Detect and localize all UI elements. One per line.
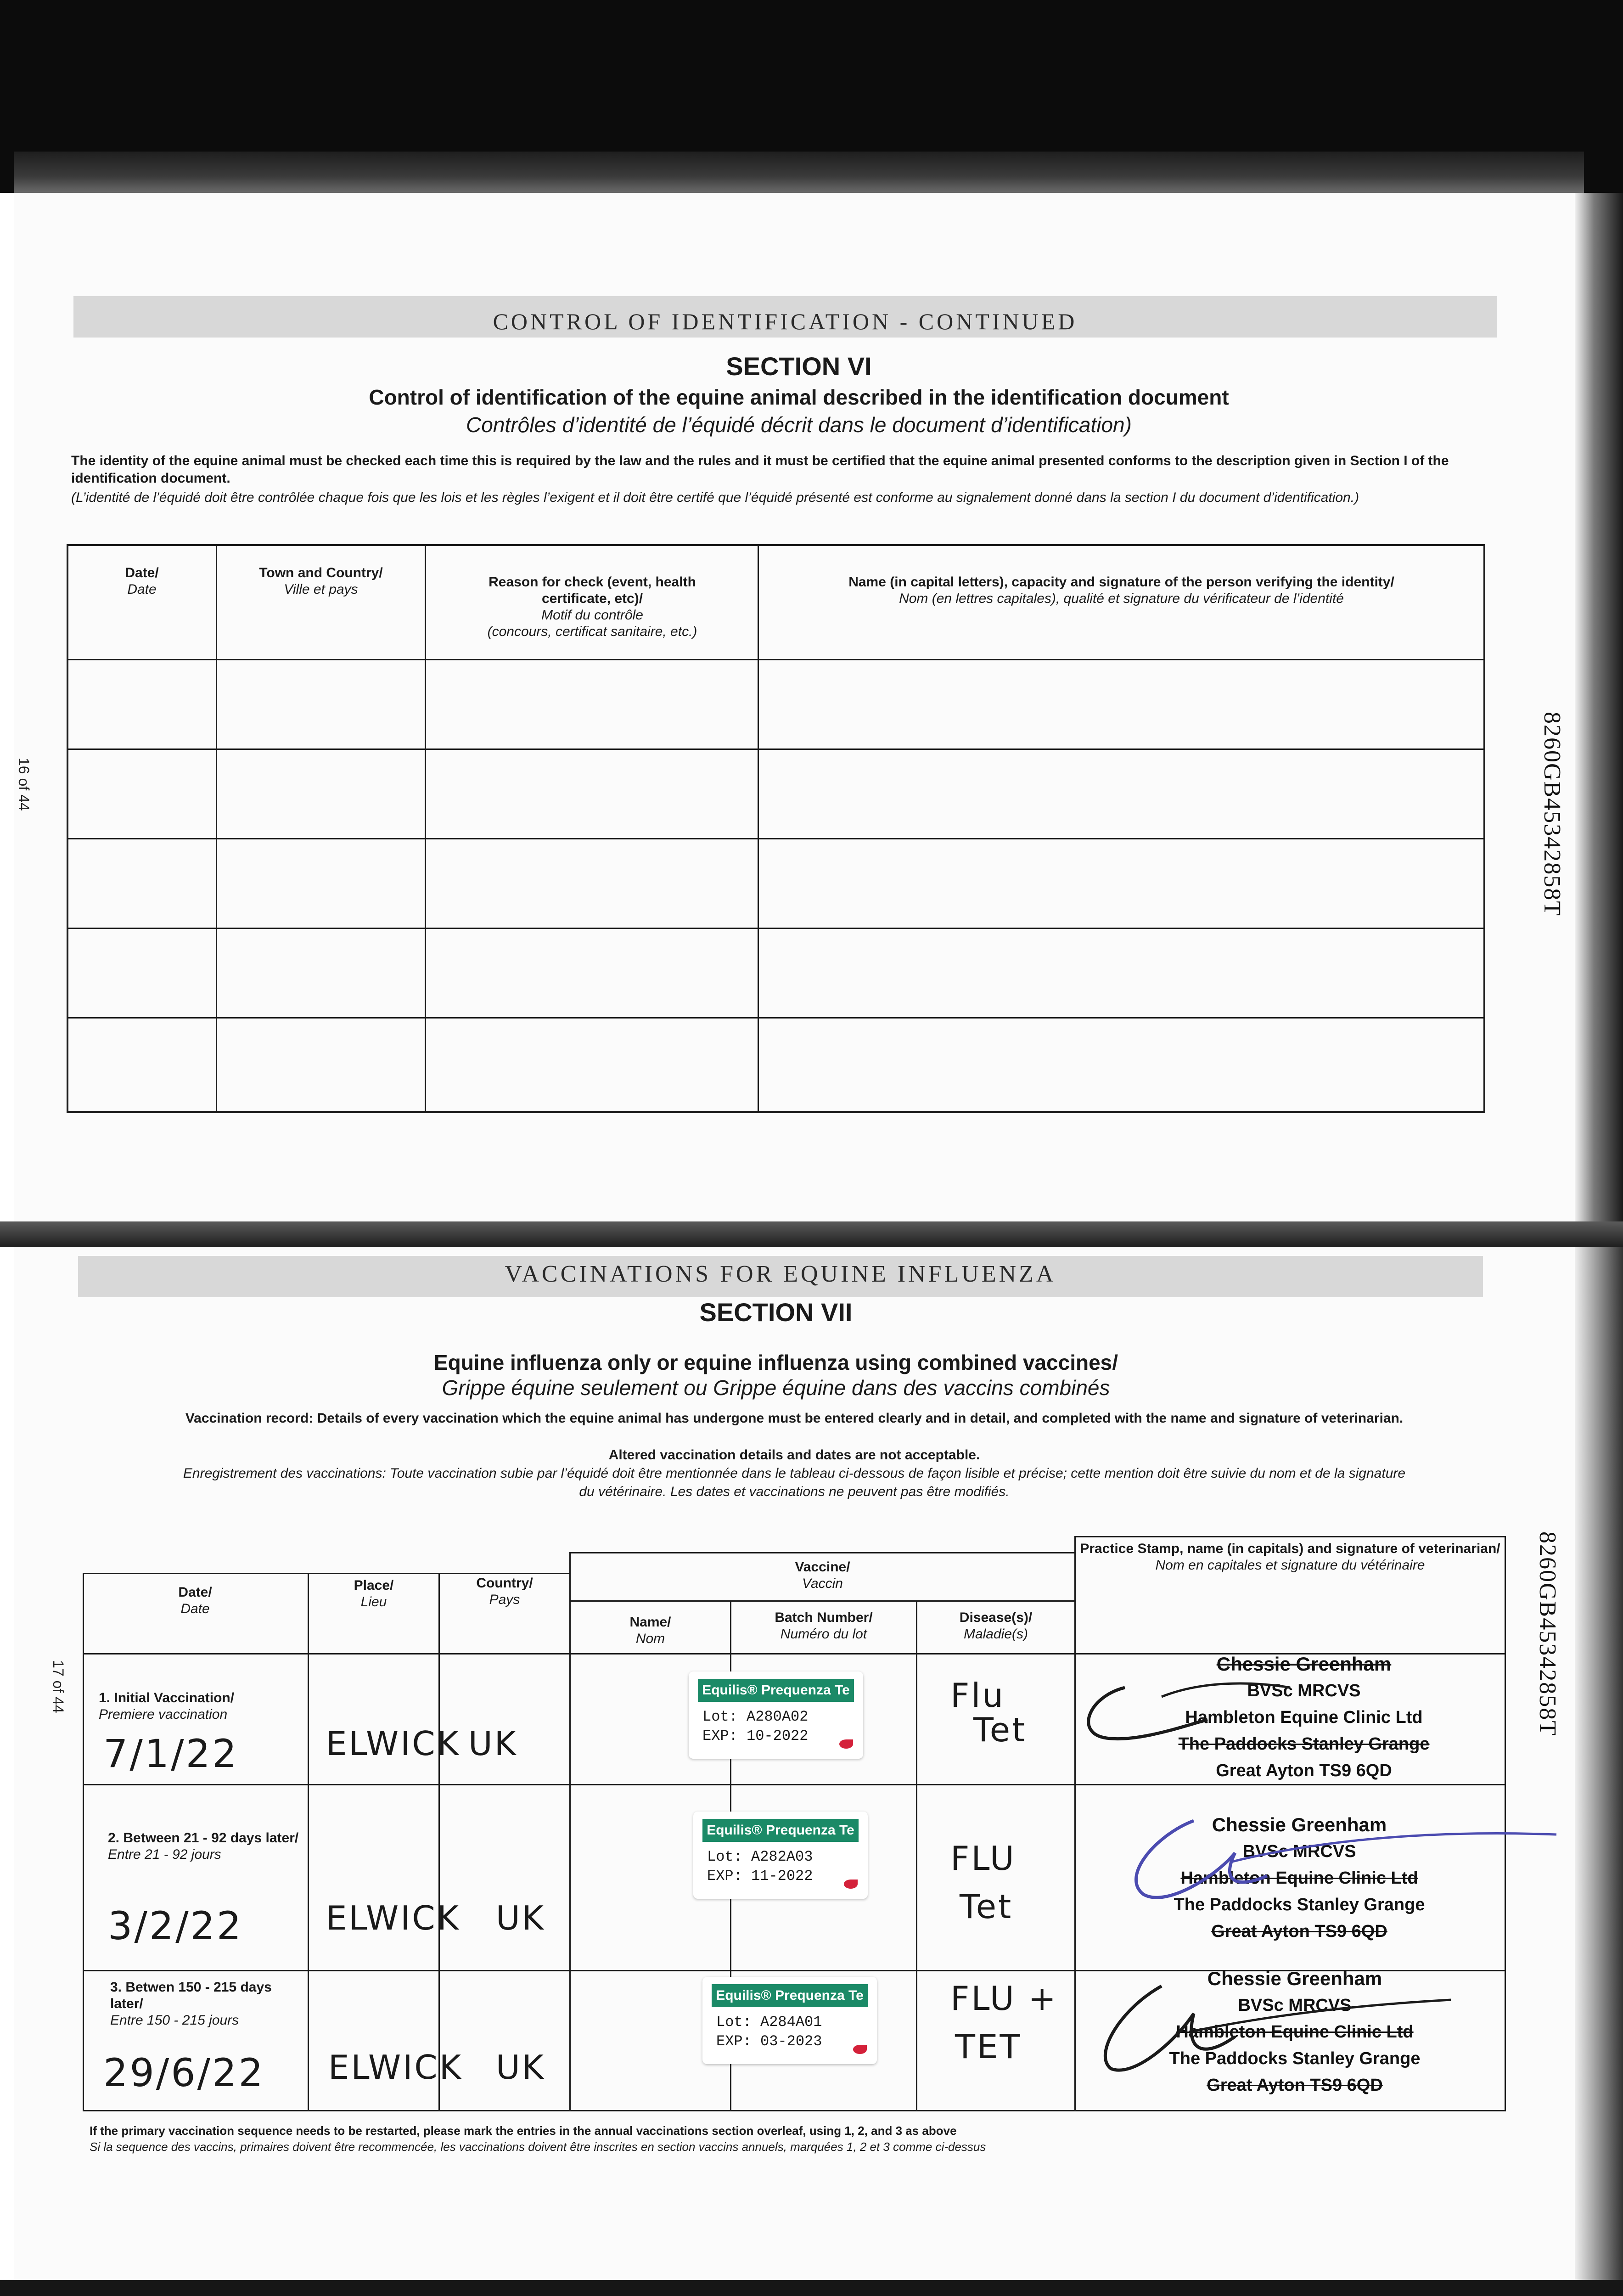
row-label-en: 2. Between 21 - 92 days later/ — [108, 1830, 299, 1846]
header-date — [85, 1584, 305, 1617]
header-batch-number-en: Batch Number/ — [775, 1610, 873, 1625]
header-country-en: Country/ — [476, 1576, 533, 1591]
row-label — [99, 1690, 301, 1723]
section-heading-fr: Contrôles d’identité de l’équidé décrit dans le document d’identification) — [466, 413, 1132, 437]
table-col-divider — [308, 1573, 309, 2111]
table-border-top — [83, 1573, 569, 1574]
clinic-address: The Paddocks Stanley Grange — [1169, 2049, 1421, 2068]
page-16 — [14, 193, 1584, 1221]
batch-expiry: EXP: 11-2022 — [707, 1868, 813, 1885]
section-heading-en: Equine influenza only or equine influenza using combined vaccines/ — [433, 1351, 1118, 1374]
header-practice-stamp — [1079, 1541, 1501, 1574]
header-vaccine-name-en: Name/ — [629, 1615, 671, 1630]
instruction-fr: Enregistrement des vaccinations: Toute vaccination subie par l’équidé doit être mentionnée dans le tableau ci-dessous de façon lisible et précise; cette mention doit être suivie du nom et de la signature — [183, 1466, 1406, 1481]
table-row-divider — [67, 838, 1485, 839]
table-row-divider — [67, 748, 1485, 750]
header-diseases-fr: Maladie(s) — [963, 1626, 1028, 1642]
footer-note-fr: Si la sequence des vaccins, primaires doivent être recommencée, les vaccinations doivent être inscrites en section vaccins annuels, marquées 1, 2 et 3 comme ci-dessus — [90, 2140, 986, 2154]
handwritten-place: ELWICK — [326, 1724, 461, 1763]
handwritten-place: ELWICK — [326, 1899, 461, 1937]
header-practice-stamp-fr: Nom en capitales et signature du vétérinaire — [1155, 1558, 1425, 1573]
sticker-mark — [853, 2045, 867, 2054]
row-label-en: 3. Betwen 150 - 215 days later/ — [110, 1980, 272, 2011]
row-label-fr: Entre 150 - 215 jours — [110, 2013, 239, 2028]
header-batch-number-fr: Numéro du lot — [780, 1626, 867, 1642]
header-place-en: Place/ — [354, 1578, 394, 1593]
header-town-country-en: Town and Country/ — [259, 565, 383, 580]
instruction-en-2: Altered vaccination details and dates are not acceptable. — [608, 1447, 980, 1463]
instruction-fr-2: du vétérinaire. Les dates et vaccinations ne peuvent pas être modifiés. — [579, 1484, 1010, 1499]
header-batch-number — [732, 1609, 915, 1643]
batch-lot: Lot: A284A01 — [716, 2014, 822, 2031]
table-col-divider — [425, 544, 426, 1113]
row-label-en: 1. Initial Vaccination/ — [99, 1690, 235, 1705]
table-border-top — [67, 544, 1485, 546]
header-verifier-en: Name (in capital letters), capacity and signature of the person verifying the identity/ — [848, 574, 1394, 590]
table-border-left — [67, 544, 68, 1113]
instruction-en: Vaccination record: Details of every vaccination which the equine animal has undergone must be entered clearly and in detail, and completed with the name and signature of veterinarian. — [185, 1411, 1404, 1426]
handwritten-country: UK — [496, 2048, 545, 2087]
batch-lot: Lot: A280A02 — [702, 1708, 809, 1725]
header-verifier-fr: Nom (en lettres capitales), qualité et signature du vérificateur de l’identité — [899, 591, 1344, 606]
batch-lot: Lot: A282A03 — [707, 1848, 813, 1865]
page-edge-shadow — [1575, 1247, 1623, 2280]
table-row-divider — [67, 1017, 1485, 1019]
header-vaccine-name — [572, 1614, 729, 1647]
vet-qualification: BVSc MRCVS — [1238, 1996, 1352, 2015]
sticker-mark — [839, 1739, 853, 1749]
table-border-left — [83, 1573, 84, 2111]
table-col-divider — [216, 544, 217, 1113]
vet-signature — [1070, 1669, 1299, 1761]
page-number: 17 of 44 — [50, 1660, 67, 1713]
vaccine-brand: Equilis® Prequenza Te — [702, 1819, 859, 1842]
section-heading-en: Control of identification of the equine animal described in the identification document — [369, 385, 1229, 409]
header-reason — [455, 574, 730, 640]
header-reason-fr: Motif du contrôle — [541, 608, 643, 623]
table-border-top — [569, 1552, 1074, 1553]
header-date-fr: Date — [127, 582, 157, 597]
clinic-name: Hambleton Equine Clinic Ltd — [1180, 1868, 1418, 1888]
header-place-fr: Lieu — [360, 1594, 387, 1609]
sticker-mark — [844, 1880, 858, 1889]
header-date-fr: Date — [180, 1601, 210, 1616]
handwritten-country: UK — [496, 1899, 545, 1937]
vet-name: Chessie Greenham — [1212, 1814, 1387, 1835]
row-label — [110, 1979, 303, 2029]
passport-number: 8260GB45342858T — [1534, 1531, 1561, 1736]
vaccine-brand: Equilis® Prequenza Te — [712, 1984, 868, 2007]
handwritten-disease: Flu — [950, 1676, 1005, 1715]
book-spine-edge — [14, 152, 1584, 193]
vet-name: Chessie Greenham — [1207, 1968, 1382, 1989]
section-banner: CONTROL OF IDENTIFICATION - CONTINUED — [73, 296, 1497, 338]
page-number: 16 of 44 — [16, 758, 32, 811]
table-row-divider — [67, 928, 1485, 929]
header-place — [310, 1577, 438, 1610]
handwritten-country: UK — [468, 1724, 518, 1763]
row-label-fr: Premiere vaccination — [99, 1707, 228, 1722]
clinic-address-town: Great Ayton TS9 6QD — [1216, 1761, 1392, 1780]
scan-background-bottom — [0, 2280, 1623, 2296]
header-date — [69, 565, 215, 598]
header-verifier — [762, 574, 1481, 607]
clinic-address-town: Great Ayton TS9 6QD — [1211, 1922, 1387, 1941]
vet-signature — [1084, 1972, 1460, 2082]
table-row-divider — [83, 1784, 1506, 1785]
handwritten-disease: Tet — [960, 1887, 1013, 1926]
clinic-name: Hambleton Equine Clinic Ltd — [1176, 2022, 1414, 2042]
header-town-country — [218, 565, 424, 598]
passport-number: 8260GB45342858T — [1539, 712, 1565, 917]
scan-background-top — [0, 0, 1623, 193]
header-reason-en: Reason for check (event, health certificate, etc)/ — [489, 574, 696, 606]
vet-signature — [1116, 1807, 1566, 1917]
vet-qualification: BVSc MRCVS — [1247, 1681, 1361, 1700]
handwritten-disease: FLU — [950, 1839, 1016, 1878]
page-17 — [14, 1247, 1584, 2280]
header-vaccine — [572, 1559, 1073, 1592]
header-diseases — [918, 1609, 1073, 1643]
vet-name: Chessie Greenham — [1216, 1653, 1392, 1675]
table-col-divider — [569, 1552, 571, 2111]
header-diseases-en: Disease(s)/ — [959, 1610, 1033, 1625]
header-country — [441, 1575, 568, 1608]
vet-qualification: BVSc MRCVS — [1242, 1842, 1356, 1861]
table-border-right — [1483, 544, 1485, 1113]
table-col-divider — [438, 1573, 440, 2111]
table-border-top — [1074, 1536, 1506, 1537]
vaccine-batch-sticker — [693, 1812, 868, 1899]
handwritten-disease: TET — [955, 2027, 1022, 2066]
header-country-fr: Pays — [489, 1592, 520, 1607]
section-title: SECTION VII — [699, 1298, 853, 1327]
table-border-bottom — [67, 1111, 1485, 1113]
row-label — [108, 1830, 301, 1863]
section-heading-fr: Grippe équine seulement ou Grippe équine dans des vaccins combinés — [442, 1376, 1110, 1400]
table-header-divider — [67, 659, 1485, 660]
header-vaccine-en: Vaccine/ — [795, 1559, 850, 1575]
footer-note-en: If the primary vaccination sequence needs to be restarted, please mark the entries in the annual vaccinations section overleaf, using 1, 2, and 3 as above — [90, 2124, 957, 2138]
header-town-country-fr: Ville et pays — [284, 582, 358, 597]
handwritten-date: 29/6/22 — [103, 2050, 265, 2095]
table-border-bottom — [83, 2110, 1506, 2111]
vaccine-batch-sticker — [702, 1977, 877, 2064]
instruction-en: The identity of the equine animal must be checked each time this is required by the law and the rules and it must be certified that the equine animal presented conforms to the description given in Section I of the identification document. — [71, 453, 1449, 486]
handwritten-date: 3/2/22 — [108, 1903, 243, 1948]
handwritten-date: 7/1/22 — [103, 1731, 239, 1776]
header-vaccine-fr: Vaccin — [802, 1576, 843, 1591]
header-vaccine-name-fr: Nom — [635, 1631, 665, 1646]
clinic-address-town: Great Ayton TS9 6QD — [1207, 2076, 1383, 2095]
handwritten-disease: FLU + — [950, 1979, 1058, 2018]
row-label-fr: Entre 21 - 92 jours — [108, 1847, 221, 1862]
batch-expiry: EXP: 10-2022 — [702, 1728, 809, 1745]
book-fold — [0, 1221, 1623, 1247]
clinic-address: The Paddocks Stanley Grange — [1174, 1895, 1425, 1914]
header-practice-stamp-en: Practice Stamp, name (in capitals) and signature of veterinarian/ — [1080, 1541, 1500, 1556]
header-date-en: Date/ — [178, 1585, 212, 1600]
vaccine-batch-sticker — [689, 1671, 863, 1759]
handwritten-disease: Tet — [973, 1711, 1027, 1749]
vaccine-subheader-divider — [569, 1600, 1074, 1602]
section-banner: VACCINATIONS FOR EQUINE INFLUENZA — [78, 1256, 1483, 1297]
table-col-divider — [1074, 1536, 1076, 2111]
clinic-address: The Paddocks Stanley Grange — [1178, 1734, 1430, 1754]
page-edge-shadow — [1575, 193, 1623, 1221]
vaccine-brand: Equilis® Prequenza Te — [698, 1679, 854, 1702]
clinic-name: Hambleton Equine Clinic Ltd — [1185, 1708, 1423, 1727]
table-col-divider — [758, 544, 759, 1113]
table-col-divider — [916, 1600, 917, 2111]
header-date-en: Date/ — [125, 565, 159, 580]
handwritten-place: ELWICK — [328, 2048, 463, 2087]
batch-expiry: EXP: 03-2023 — [716, 2033, 822, 2050]
instruction-fr: (L’identité de l’équidé doit être contrôlée chaque fois que les lois et les règles l’exigent et il doit être certifé que l’équidé présenté est conforme au signalement donné dans la section I du document d’identification.) — [71, 490, 1359, 505]
header-reason-fr-detail: (concours, certificat sanitaire, etc.) — [487, 624, 697, 639]
section-title: SECTION VI — [726, 352, 872, 381]
